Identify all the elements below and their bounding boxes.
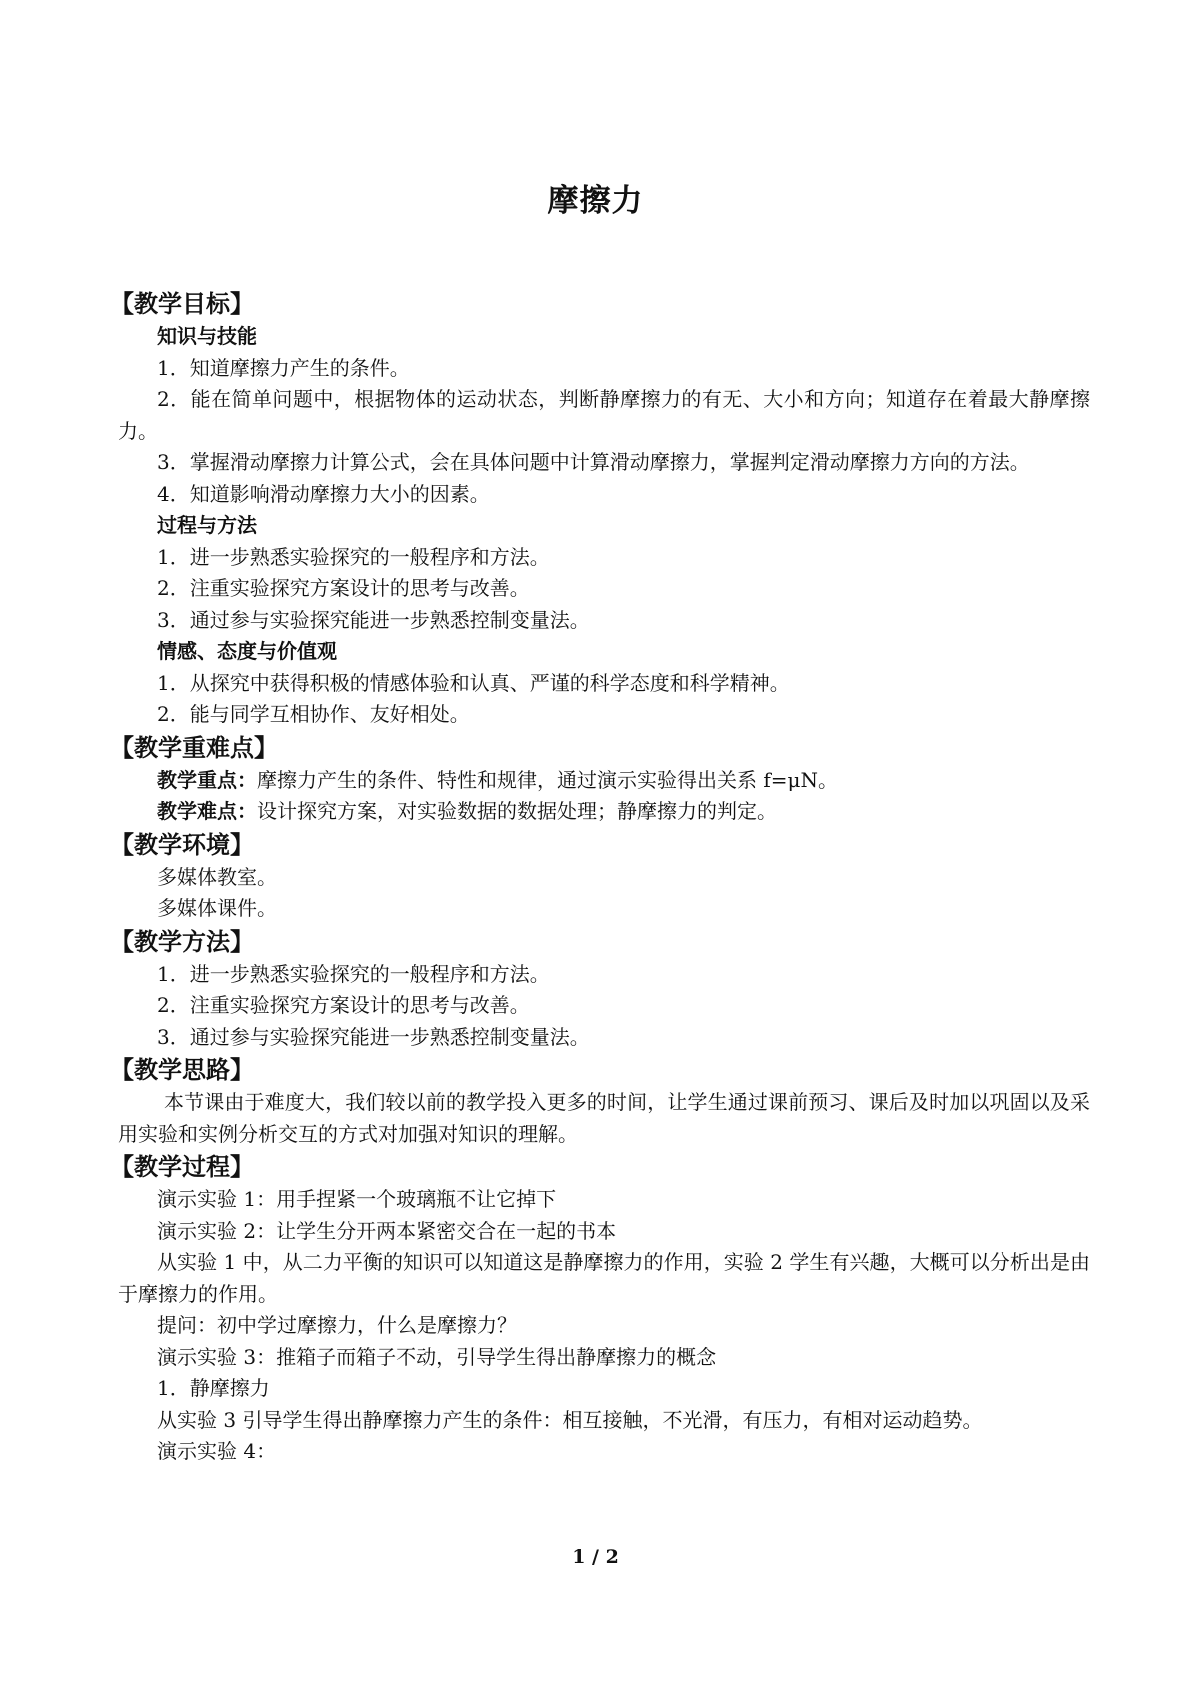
paragraph: 1．进一步熟悉实验探究的一般程序和方法。 [157,544,550,569]
paragraph: 3．通过参与实验探究能进一步熟悉控制变量法。 [157,1024,590,1049]
paragraph: 3．通过参与实验探究能进一步熟悉控制变量法。 [157,607,590,632]
paragraph: 1．知道摩擦力产生的条件。 [157,355,410,380]
paragraph: 提问：初中学过摩擦力，什么是摩擦力？ [157,1313,517,1337]
paragraph: 本节课由于难度大，我们较以前的教学投入更多的时间，让学生通过课前预习、课后及时加以巩固以及采用实验和实例分析交互的方式对加强对知识的理解。 [118,1090,1090,1146]
section-heading-environment: 【教学环境】 [110,830,254,859]
subheading-knowledge: 知识与技能 [157,324,257,348]
difficulty-text: 设计探究方案，对实验数据的数据处理；静摩擦力的判定。 [257,799,777,823]
subheading-emotion: 情感、态度与价值观 [157,639,337,663]
document-body [110,287,1090,1468]
paragraph: 从实验 3 引导学生得出静摩擦力产生的条件：相互接触，不光滑，有压力，有相对运动趋势。 [157,1407,983,1432]
paragraph: 1．静摩擦力 [157,1376,270,1400]
subheading-process-methods: 过程与方法 [157,513,257,537]
section-heading-methods: 【教学方法】 [110,927,254,956]
paragraph: 2．注重实验探究方案设计的思考与改善。 [157,993,530,1017]
page-number: 1 / 2 [572,1546,619,1568]
paragraph: 3．掌握滑动摩擦力计算公式，会在具体问题中计算滑动摩擦力，掌握判定滑动摩擦力方向的方法。 [157,450,1030,474]
section-heading-objectives: 【教学目标】 [110,290,254,318]
paragraph: 演示实验 3：推箱子而箱子不动，引导学生得出静摩擦力的概念 [157,1344,717,1369]
paragraph: 从实验 1 中，从二力平衡的知识可以知道这是静摩擦力的作用，实验 2 学生有兴趣，大概可以分析出是由于摩擦力的作用。 [118,1250,1090,1306]
paragraph: 演示实验 1：用手捏紧一个玻璃瓶不让它掉下 [157,1187,557,1211]
paragraph: 演示实验 2：让学生分开两本紧密交合在一起的书本 [157,1218,617,1243]
paragraph: 演示实验 4： [157,1439,277,1463]
paragraph: 多媒体课件。 [157,896,277,920]
paragraph: 多媒体教室。 [157,864,277,889]
section-heading-key-points: 【教学重难点】 [110,733,278,762]
paragraph: 1．进一步熟悉实验探究的一般程序和方法。 [157,961,550,986]
key-point-focus [118,765,1090,797]
focus-text: 摩擦力产生的条件、特性和规律，通过演示实验得出关系 f=μN。 [257,767,839,792]
page-title: 摩擦力 [547,183,644,219]
paragraph: 2．注重实验探究方案设计的思考与改善。 [157,576,530,600]
key-point-difficulty [118,796,1090,828]
paragraph: 2．能在简单问题中，根据物体的运动状态，判断静摩擦力的有无、大小和方向；知道存在着最大静摩擦力。 [118,387,1090,443]
difficulty-label: 教学难点： [157,799,257,823]
paragraph: 4．知道影响滑动摩擦力大小的因素。 [157,481,490,506]
section-heading-process: 【教学过程】 [110,1153,254,1181]
paragraph: 1．从探究中获得积极的情感体验和认真、严谨的科学态度和科学精神。 [157,670,790,695]
paragraph: 2．能与同学互相协作、友好相处。 [157,702,470,726]
focus-label: 教学重点： [157,767,257,792]
section-heading-ideas: 【教学思路】 [110,1056,254,1084]
